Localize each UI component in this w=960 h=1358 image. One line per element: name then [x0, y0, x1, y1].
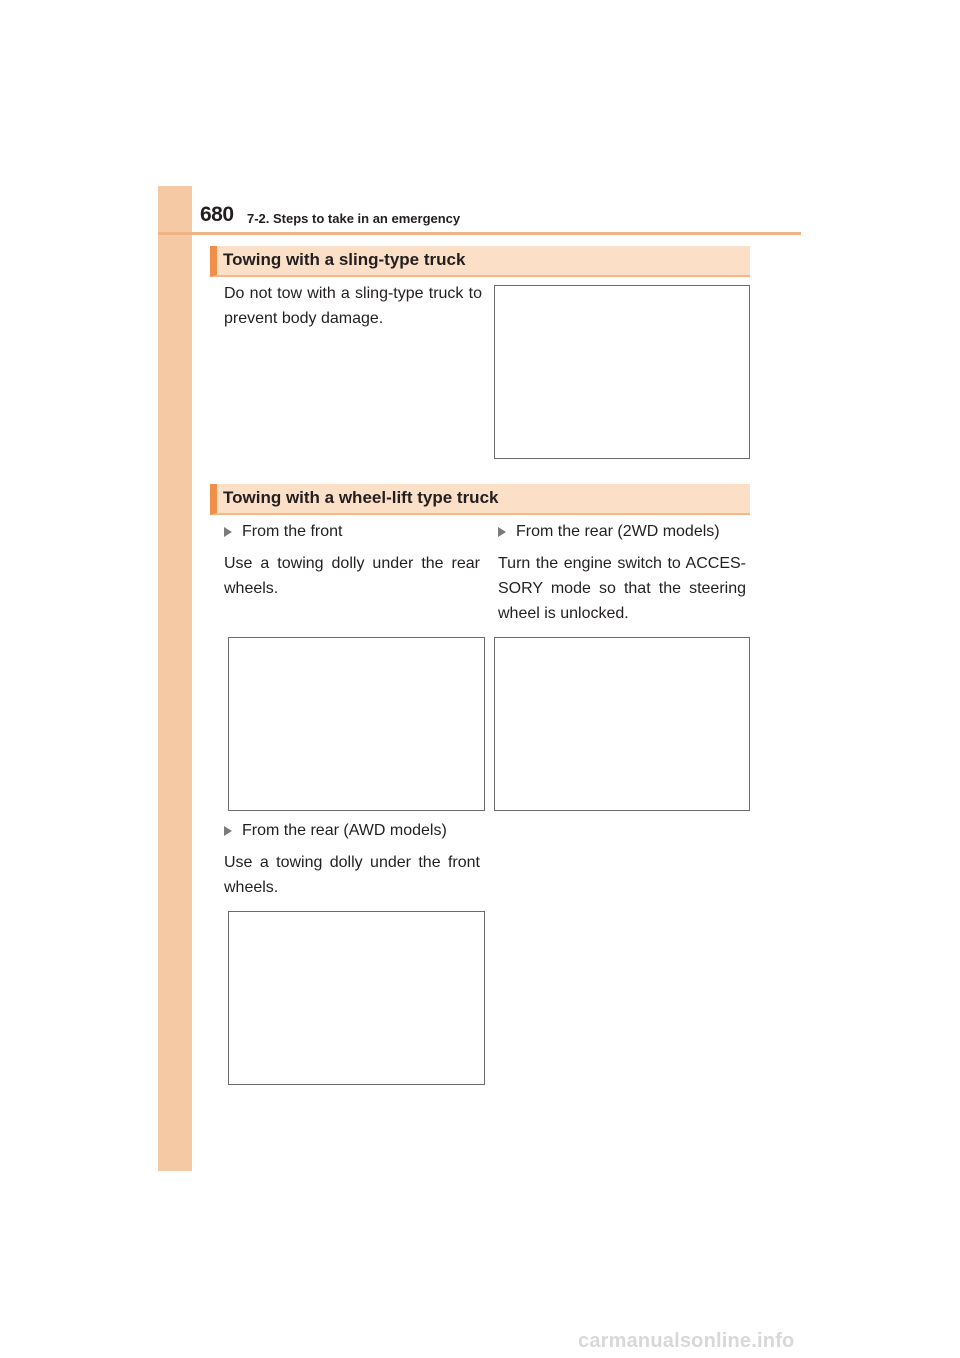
triangle-bullet-icon — [498, 527, 506, 537]
rear-2wd-line-1: Turn the engine switch to ACCES- — [498, 555, 746, 572]
front-heading — [224, 522, 342, 542]
sling-truck-illustration — [494, 285, 750, 459]
front-body-text: Use a towing dolly under the rear wheels. — [224, 555, 480, 597]
section-title-sling: Towing with a sling-type truck — [223, 250, 466, 269]
rear-2wd-body-text — [498, 551, 746, 626]
rear-2wd-line-3: wheel is unlocked. — [498, 605, 629, 622]
rear-awd-body-text: Use a towing dolly under the front wheels. — [224, 854, 480, 896]
section-title-wheel-lift: Towing with a wheel-lift type truck — [223, 488, 499, 507]
header-rule — [158, 232, 801, 235]
section-header-sling — [210, 246, 750, 277]
page-number: 680 — [200, 203, 234, 226]
rear-awd-heading-label: From the rear (AWD models) — [242, 822, 447, 839]
side-tab-band — [158, 186, 192, 1171]
sling-body-text: Do not tow with a sling-type truck to prevent body damage. — [224, 285, 482, 327]
rear-awd-towing-illustration — [228, 911, 485, 1085]
chapter-title: 7-2. Steps to take in an emergency — [247, 211, 461, 226]
triangle-bullet-icon — [224, 527, 232, 537]
section-header-wheel-lift — [210, 484, 750, 515]
rear-2wd-towing-illustration — [494, 637, 750, 811]
rear-awd-heading — [224, 821, 447, 841]
rear-2wd-heading — [498, 522, 720, 542]
rear-2wd-heading-label: From the rear (2WD models) — [516, 523, 720, 540]
rear-2wd-line-2: SORY mode so that the steering — [498, 580, 746, 597]
front-towing-illustration — [228, 637, 485, 811]
watermark: carmanualsonline.info — [578, 1330, 795, 1352]
front-heading-label: From the front — [242, 523, 343, 540]
triangle-bullet-icon — [224, 826, 232, 836]
